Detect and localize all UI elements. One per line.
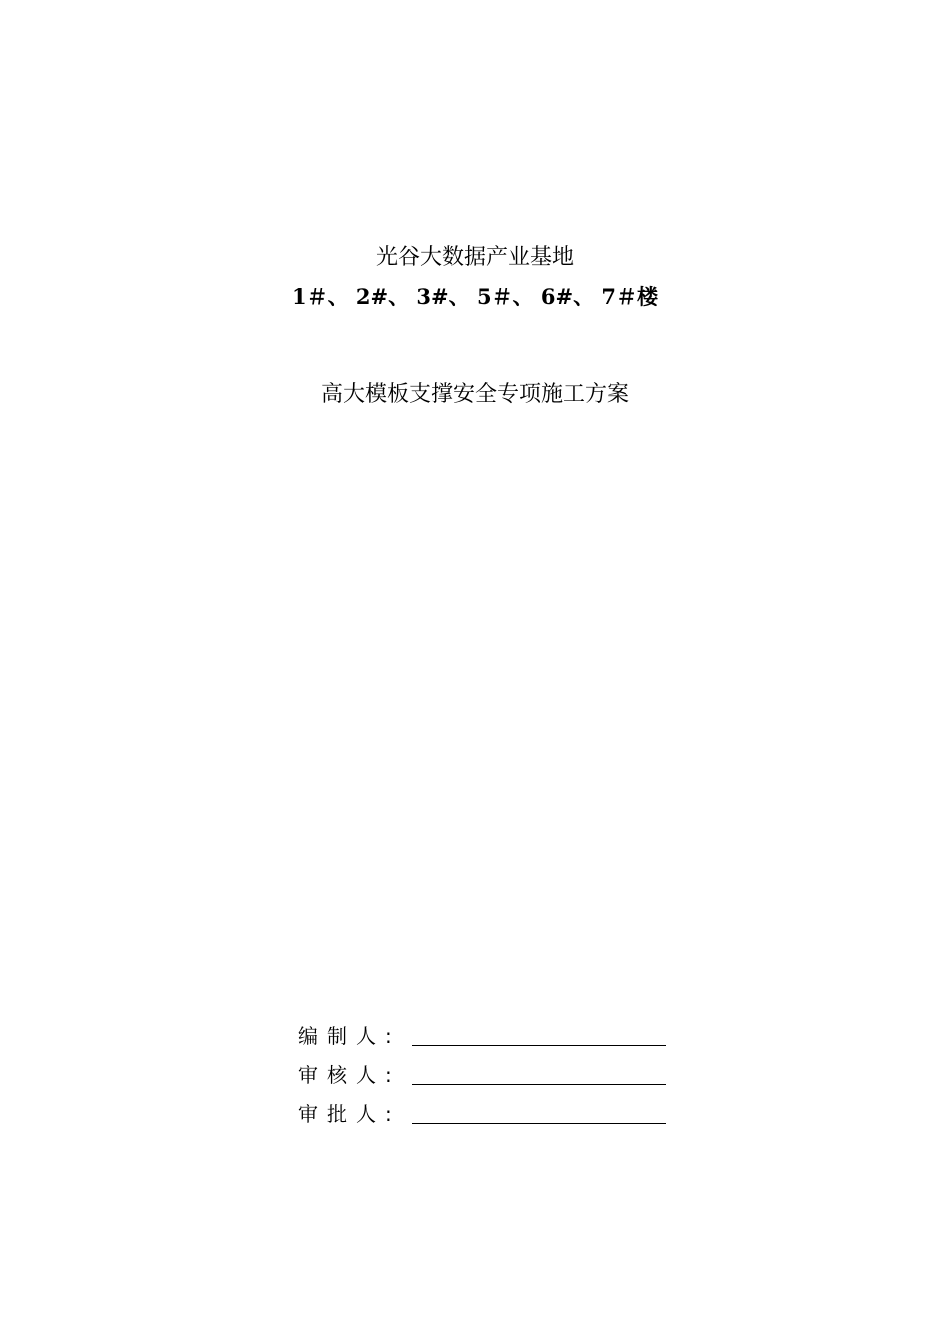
signature-row-reviewer	[298, 1059, 666, 1089]
editor-signature-line	[412, 1021, 666, 1046]
project-name: 光谷大数据产业基地	[375, 245, 574, 270]
reviewer-label: 审核人:	[298, 1063, 401, 1087]
signature-row-editor	[298, 1020, 666, 1050]
document-title: 高大模板支撑安全专项施工方案	[320, 382, 629, 407]
reviewer-signature-line	[412, 1060, 666, 1085]
editor-label: 编制人:	[298, 1024, 401, 1048]
approver-signature-line	[412, 1099, 666, 1124]
approver-label: 审批人:	[298, 1102, 401, 1126]
building-numbers: 1＃、 2#、 3#、 5＃、 6#、 7＃楼	[291, 284, 658, 309]
signature-row-approver	[298, 1098, 666, 1128]
